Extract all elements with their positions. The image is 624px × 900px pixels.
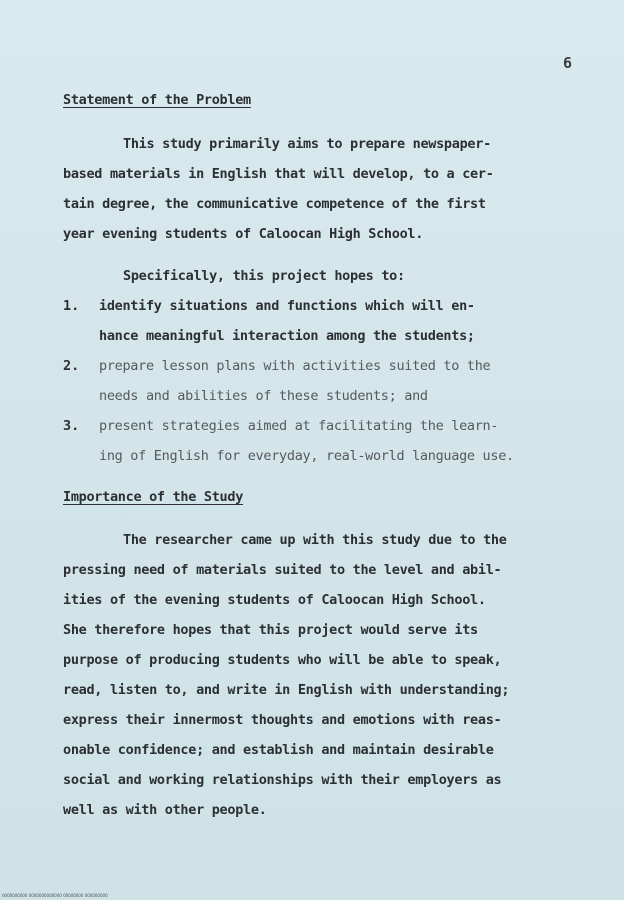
paragraph-line: The researcher came up with this study due to the <box>123 532 507 548</box>
list-number: 3. <box>63 418 80 434</box>
paragraph-line: pressing need of materials suited to the level and abil- <box>63 562 502 578</box>
paragraph-line: well as with other people. <box>63 802 267 818</box>
paragraph-line: express their innermost thoughts and emotions with reas- <box>63 712 502 728</box>
list-item-line: ing of English for everyday, real-world language use. <box>99 448 514 464</box>
paragraph-line: ities of the evening students of Caloocan High School. <box>63 592 486 608</box>
paragraph-line: social and working relationships with their employers as <box>63 772 502 788</box>
paragraph-line: year evening students of Caloocan High School. <box>63 226 424 242</box>
paragraph-line: This study primarily aims to prepare newspaper- <box>123 136 491 152</box>
list-item-line: identify situations and functions which will en- <box>99 298 475 314</box>
section-heading-statement: Statement of the Problem <box>63 92 251 108</box>
paragraph-line: purpose of producing students who will be able to speak, <box>63 652 502 668</box>
section-heading-importance: Importance of the Study <box>63 489 244 505</box>
list-item-line: needs and abilities of these students; and <box>99 388 428 404</box>
paragraph-line: She therefore hopes that this project would serve its <box>63 622 478 638</box>
page-number: 6 <box>563 54 573 72</box>
list-item-line: present strategies aimed at facilitating the learn- <box>99 418 499 434</box>
paragraph-line: based materials in English that will develop, to a cer- <box>63 166 494 182</box>
paragraph-line: onable confidence; and establish and maintain desirable <box>63 742 494 758</box>
scan-footer-text: 0000000000 0000000000000 00000000 000000000 <box>2 893 108 898</box>
list-number: 1. <box>63 298 80 314</box>
list-intro: Specifically, this project hopes to: <box>123 268 405 284</box>
list-number: 2. <box>63 358 80 374</box>
list-item-line: prepare lesson plans with activities suited to the <box>99 358 491 374</box>
paragraph-line: tain degree, the communicative competence of the first <box>63 196 486 212</box>
list-item-line: hance meaningful interaction among the students; <box>99 328 475 344</box>
paragraph-line: read, listen to, and write in English with understanding; <box>63 682 510 698</box>
